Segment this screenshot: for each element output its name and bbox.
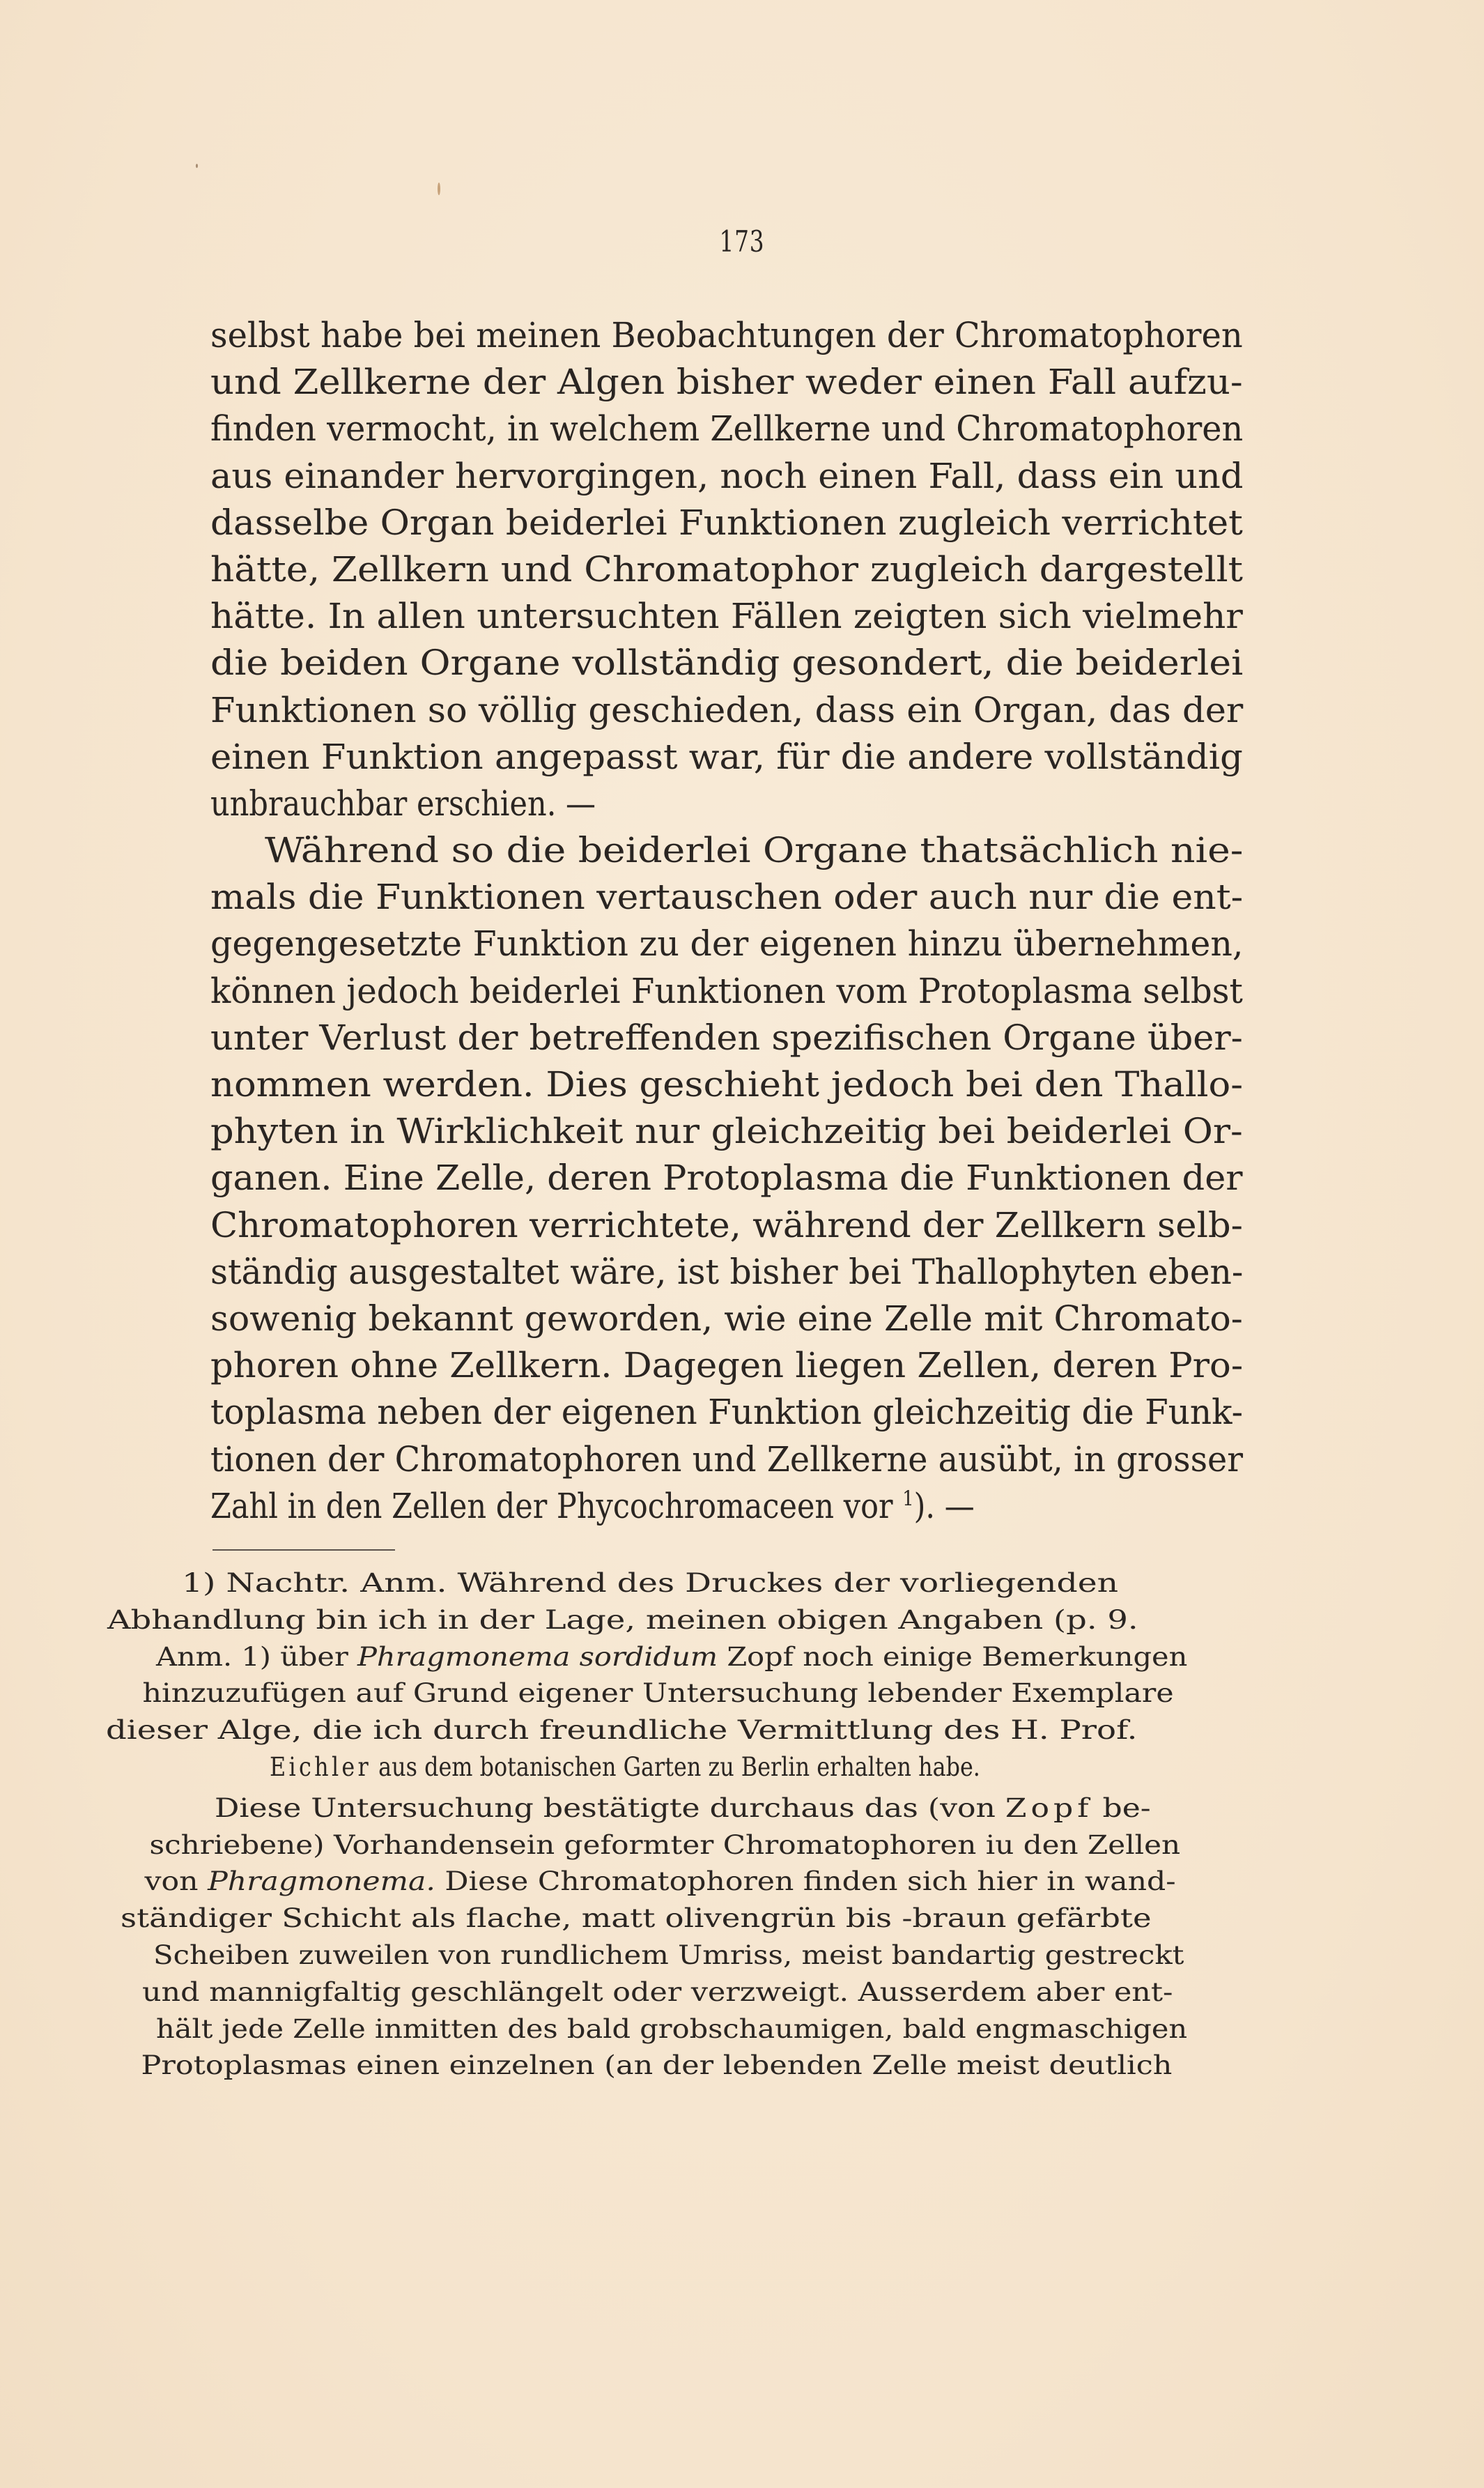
author-name-spaced: Zopf: [1005, 1792, 1093, 1823]
footnote-marker: 1): [181, 1568, 216, 1598]
body-line: ständig ausgestaltet wäre, ist bisher bei Thallophyten eben-: [210, 1251, 1244, 1292]
footnote-text: Nachtr. Anm. Während des Druckes der vorliegenden: [226, 1568, 1119, 1598]
footnote-line: [270, 1749, 980, 1786]
body-line: phoren ohne Zellkern. Dagegen liegen Zellen, deren Pro-: [210, 1345, 1244, 1386]
body-line: ganen. Eine Zelle, deren Protoplasma die Funktionen der: [210, 1158, 1243, 1199]
paper-speck: [196, 164, 198, 168]
footnote-line: hält jede Zelle inmitten des bald grobschaumigen, bald engmaschigen: [156, 2013, 1188, 2044]
footnote-line: Protoplasmas einen einzelnen (an der lebenden Zelle meist deutlich: [141, 2050, 1173, 2081]
footnote-line: Abhandlung bin ich in der Lage, meinen obigen Angaben (p. 9.: [107, 1604, 1138, 1635]
body-line: aus einander hervorgingen, noch einen Fall, dass ein und: [210, 455, 1244, 496]
genus-name: Phragmonema.: [208, 1866, 435, 1897]
body-line: sowenig bekannt geworden, wie eine Zelle mit Chromato-: [210, 1298, 1243, 1339]
footnote-text: be-: [1102, 1792, 1151, 1823]
body-line: finden vermocht, in welchem Zellkerne und Chromatophoren: [210, 408, 1244, 450]
body-line: einen Funktion angepasst war, für die andere vollständig: [210, 736, 1243, 777]
footnote-line: ständiger Schicht als flache, matt olivengrün bis -braun gefärbte: [121, 1903, 1152, 1934]
body-line: selbst habe bei meinen Beobachtungen der Chromatophoren: [210, 315, 1243, 355]
footnote-line: [156, 1639, 1187, 1676]
footnote-line: Scheiben zuweilen von rundlichem Umriss, meist bandartig gestreckt: [153, 1940, 1184, 1970]
body-line: unter Verlust der betreffenden spezifischen Organe über-: [210, 1017, 1243, 1058]
footnote-line: dieser Alge, die ich durch freundliche Vermittlung des H. Prof.: [106, 1715, 1138, 1746]
body-line: toplasma neben der eigenen Funktion gleichzeitig die Funk-: [210, 1392, 1244, 1433]
footnote-text: Diese Chromatophoren finden sich hier in wand-: [445, 1866, 1176, 1897]
body-line-last: [210, 1483, 975, 1530]
footnote-text: Diese Untersuchung bestätigte durchaus das (von: [215, 1792, 996, 1823]
body-line: hätte, Zellkern und Chromatophor zugleich dargestellt: [210, 548, 1244, 590]
footnote-line: und mannigfaltig geschlängelt oder verzweigt. Ausserdem aber ent-: [141, 1976, 1173, 2007]
body-line: und Zellkerne der Algen bisher weder einen Fall aufzu-: [210, 362, 1243, 403]
footnote-line: schriebene) Vorhandensein geformter Chromatophoren iu den Zellen: [149, 1829, 1181, 1860]
body-line: gegengesetzte Funktion zu der eigenen hinzu übernehmen,: [210, 923, 1244, 965]
main-body-text: [210, 312, 1243, 1530]
body-line-text: Zahl in den Zellen der Phycochromaceen vor: [210, 1485, 893, 1526]
body-line: nommen werden. Dies geschieht jedoch bei den Thallo-: [210, 1064, 1244, 1105]
footnote-line: hinzuzufügen auf Grund eigener Untersuchung lebender Exemplare: [142, 1678, 1174, 1709]
footnote-line: [144, 1864, 1175, 1900]
footnote-reference[interactable]: 1: [902, 1487, 914, 1512]
body-line: dasselbe Organ beiderlei Funktionen zugleich verrichtet: [210, 502, 1243, 543]
footnote-separator-rule: [212, 1549, 395, 1551]
body-line: die beiden Organe vollständig gesondert, die beiderlei: [210, 643, 1244, 684]
author-name-spaced: Eichler: [270, 1751, 372, 1782]
page-number: 173: [719, 224, 765, 259]
paper-speck: [438, 183, 440, 195]
body-line-paragraph-start: Während so die beiderlei Organe thatsächlich nie-: [264, 830, 1244, 871]
body-line: phyten in Wirklichkeit nur gleichzeitig bei beiderlei Or-: [210, 1111, 1243, 1152]
body-line: Funktionen so völlig geschieden, dass ein Organ, das der: [210, 689, 1244, 730]
body-line: hätte. In allen untersuchten Fällen zeigten sich vielmehr: [210, 596, 1243, 637]
footnote-text: von: [144, 1866, 199, 1897]
body-line: Chromatophoren verrichtete, während der Zellkern selb-: [210, 1204, 1243, 1245]
species-name: Phragmonema sordidum: [357, 1641, 718, 1672]
body-line: tionen der Chromatophoren und Zellkerne ausübt, in grosser: [210, 1438, 1244, 1480]
body-line: mals die Funktionen vertauschen oder auch nur die ent-: [210, 877, 1244, 918]
body-line: können jedoch beiderlei Funktionen vom Protoplasma selbst: [210, 970, 1243, 1011]
footnote-line: [120, 1790, 1264, 1827]
body-line-end: ). —: [913, 1485, 975, 1526]
footnote-block: [106, 1565, 1243, 2084]
body-line: unbrauchbar erschien. —: [210, 783, 596, 824]
footnote-text: Zopf noch einige Bemerkungen: [727, 1641, 1188, 1672]
footnote-text: Anm. 1) über: [156, 1641, 348, 1672]
footnote-line: [87, 1565, 1239, 1602]
footnote-text: aus dem botanischen Garten zu Berlin erhalten habe.: [378, 1751, 980, 1782]
